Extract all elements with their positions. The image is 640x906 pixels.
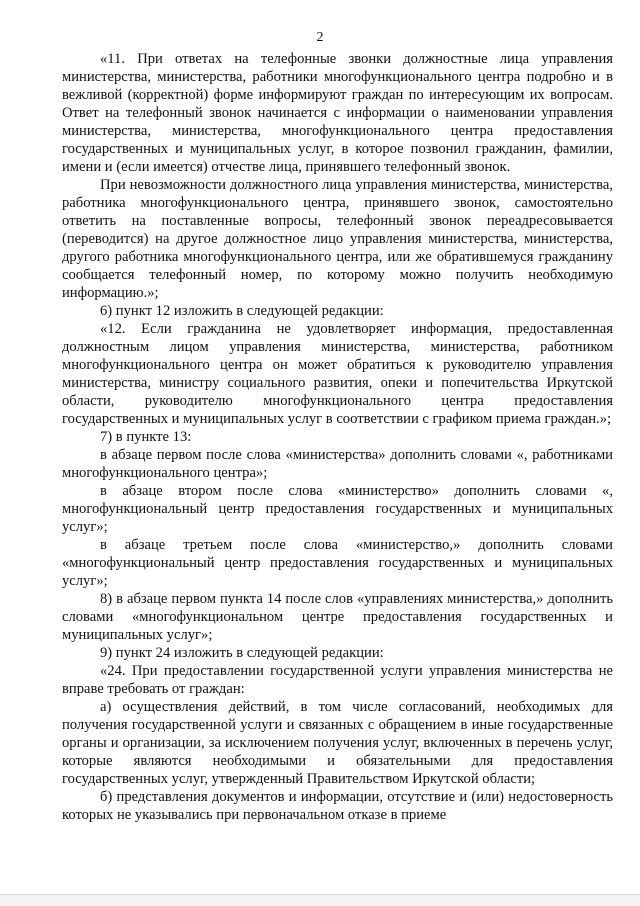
- amendment-7-first: в абзаце первом после слова «министерства» дополнить словами «, работниками многофункционального центра»;: [62, 447, 613, 481]
- scan-bottom-edge: [0, 894, 640, 906]
- amendment-9: 9) пункт 24 изложить в следующей редакции:: [100, 645, 384, 661]
- paragraph-11-continued: При невозможности должностного лица управления министерства, министерства, работника многофункционального центра, принявшего звонок, самостоятельно ответить на поставленные вопросы, телефонный звонок переадресовывается (переводится) на другое должностное лицо управления министерства, министерства, другого работника многофункционального центра, или же обратившемуся гражданину сообщается телефонный номер, по которому можно получить необходимую информацию.»;: [62, 177, 613, 301]
- amendment-6: 6) пункт 12 изложить в следующей редакции:: [100, 303, 384, 319]
- paragraph-11: «11. При ответах на телефонные звонки должностные лица управления министерства, министерства, работники многофункционального центра подробно и в вежливой (корректной) форме информируют граждан по интересующим их вопросам. Ответ на телефонный звонок начинается с информации о наименовании управления министерства, министерства, многофункционального центра предоставления государственных и муниципальных услуг, в которое позвонил гражданин, фамилии, имени и (если имеется) отчестве лица, принявшего телефонный звонок.: [62, 51, 613, 175]
- amendment-7-second: в абзаце втором после слова «министерство» дополнить словами «, многофункциональный центр предоставления государственных и муниципальных услуг»;: [62, 483, 613, 535]
- document-body: [62, 50, 613, 824]
- paragraph-24: «24. При предоставлении государственной услуги управления министерства не вправе требовать от граждан:: [62, 663, 613, 697]
- amendment-7: 7) в пункте 13:: [100, 429, 192, 445]
- paragraph-12: «12. Если гражданина не удовлетворяет информация, предоставленная должностным лицом управления министерства, министерства, работником многофункционального центра он может обратиться к руководителю управления министерства, министру социального развития, опеки и попечительства Иркутской области, руководителю многофункционального центра предоставления государственных и муниципальных услуг в соответствии с графиком приема граждан.»;: [62, 321, 613, 427]
- paragraph-24-b: б) представления документов и информации, отсутствие и (или) недостоверность которых не указывались при первоначальном отказе в приеме: [62, 789, 613, 823]
- page-number: 2: [316, 30, 324, 45]
- amendment-8: 8) в абзаце первом пункта 14 после слов «управлениях министерства,» дополнить словами «многофункциональном центре предоставления государственных и муниципальных услуг»;: [62, 591, 613, 643]
- paragraph-24-a: а) осуществления действий, в том числе согласований, необходимых для получения государственной услуги и связанных с обращением в иные государственные органы и организации, за исключением получения услуг, включенных в перечень услуг, которые являются необходимыми и обязательными для предоставления государственных услуг, утвержденный Правительством Иркутской области;: [62, 699, 613, 787]
- amendment-7-third: в абзаце третьем после слова «министерство,» дополнить словами «многофункциональный центр предоставления государственных и муниципальных услуг»;: [62, 537, 613, 589]
